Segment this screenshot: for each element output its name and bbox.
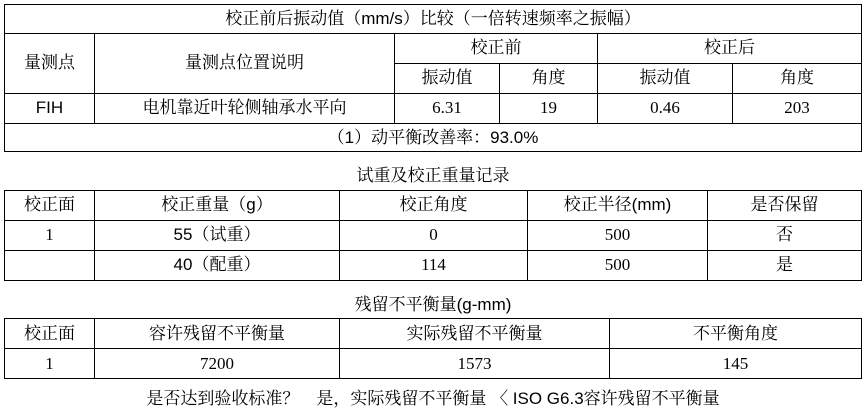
header-measure-point: 量测点 <box>5 33 95 93</box>
cell-residual-plane: 1 <box>5 349 95 379</box>
header-unbalance-angle: 不平衡角度 <box>610 319 862 349</box>
cell-radius-2: 500 <box>528 250 708 280</box>
header-after-vibration: 振动值 <box>598 63 733 93</box>
header-after-angle: 角度 <box>733 63 862 93</box>
trial-weight-table <box>4 162 862 281</box>
table-row-header-top <box>5 33 862 63</box>
vibration-title: 校正前后振动值（mm/s）比较（一倍转速频率之振幅） <box>5 5 862 34</box>
header-before-vibration: 振动值 <box>395 63 500 93</box>
table-row-improvement <box>5 123 862 152</box>
cell-retained-2: 是 <box>708 250 862 280</box>
table-row <box>5 93 862 123</box>
table-row-header <box>5 190 862 220</box>
cell-before-vibration: 6.31 <box>395 93 500 123</box>
cell-allowable-residual: 7200 <box>95 349 340 379</box>
cell-weight-1: 55（试重） <box>95 220 340 250</box>
residual-heading: 残留不平衡量(g-mm) <box>354 294 512 314</box>
acceptance-conclusion: 是否达到验收标准？ 是，实际残留不平衡量 〈 ISO G6.3容许残留不平衡量 <box>146 389 720 409</box>
table-row-heading <box>5 162 862 190</box>
cell-angle-2: 114 <box>340 250 528 280</box>
header-actual-residual: 实际残留不平衡量 <box>340 319 610 349</box>
header-point-description: 量测点位置说明 <box>95 33 395 93</box>
cell-after-angle: 203 <box>733 93 862 123</box>
residual-unbalance-table <box>4 291 862 413</box>
cell-retained-1: 否 <box>708 220 862 250</box>
cell-actual-residual: 1573 <box>340 349 610 379</box>
cell-unbalance-angle: 145 <box>610 349 862 379</box>
cell-plane-1: 1 <box>5 220 95 250</box>
table-row-conclusion <box>5 379 862 413</box>
spacer-1 <box>4 152 861 162</box>
header-correction-angle: 校正角度 <box>340 190 528 220</box>
header-correction-radius: 校正半径(mm) <box>528 190 708 220</box>
cell-radius-1: 500 <box>528 220 708 250</box>
cell-point-description: 电机靠近叶轮侧轴承水平向 <box>95 93 395 123</box>
header-allowable-residual: 容许残留不平衡量 <box>95 319 340 349</box>
table-row-header <box>5 319 862 349</box>
cell-plane-2 <box>5 250 95 280</box>
header-before-angle: 角度 <box>500 63 598 93</box>
table-row-title <box>5 5 862 34</box>
table-row-heading <box>5 291 862 319</box>
vibration-comparison-table <box>4 4 862 152</box>
table-row <box>5 349 862 379</box>
table-row <box>5 250 862 280</box>
header-correction-weight: 校正重量（g） <box>95 190 340 220</box>
header-residual-plane: 校正面 <box>5 319 95 349</box>
spacer-2 <box>4 281 861 291</box>
improvement-rate-note: （1）动平衡改善率：93.0% <box>5 123 862 152</box>
cell-before-angle: 19 <box>500 93 598 123</box>
header-retained: 是否保留 <box>708 190 862 220</box>
header-before-correction: 校正前 <box>395 33 598 63</box>
cell-weight-2: 40（配重） <box>95 250 340 280</box>
header-after-correction: 校正后 <box>598 33 862 63</box>
table-row <box>5 220 862 250</box>
cell-angle-1: 0 <box>340 220 528 250</box>
cell-measure-point: FIH <box>5 93 95 123</box>
trial-weight-heading: 试重及校正重量记录 <box>356 166 510 186</box>
header-correction-plane: 校正面 <box>5 190 95 220</box>
cell-after-vibration: 0.46 <box>598 93 733 123</box>
